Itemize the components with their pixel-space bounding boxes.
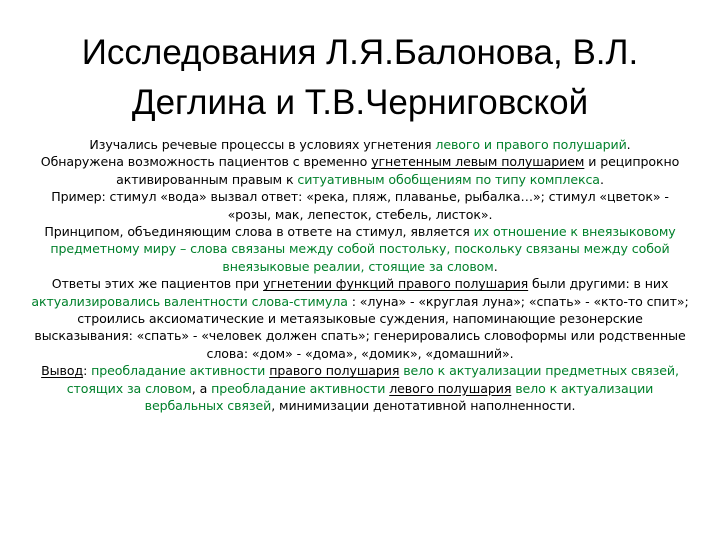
highlight-situational: ситуативным обобщениям по типу комплекса: [297, 171, 600, 187]
text-run: .: [493, 258, 498, 274]
title-line-2: Деглина и Т.В.Черниговской: [131, 83, 589, 122]
text-run: Ответы этих же пациентов при: [51, 276, 264, 292]
text-run: были другими: в них: [528, 276, 669, 292]
paragraph-finding: [28, 153, 692, 188]
paragraph-principle: [28, 223, 692, 275]
slide-body: [28, 136, 692, 415]
highlight-relation: их отношение к внеязыковому предметному миру – слова связаны между собой постольку, поскольку связаны между собой внеязыковые реалии, стоящие за словом: [50, 224, 676, 274]
text-run: Принципом, объединяющим слова в ответе на стимул, является: [44, 224, 474, 240]
highlight-object-links: вело к актуализации предметных связей, стоящих за словом: [66, 363, 679, 396]
text-run: :: [83, 363, 92, 379]
slide-title: [40, 28, 680, 128]
underlined-left-hemisphere-2: левого полушария: [389, 380, 512, 396]
text-run: , а: [191, 380, 212, 396]
underlined-right-suppression: угнетении функций правого полушария: [263, 276, 529, 292]
text-run: и реципрокно активированным правым к: [116, 154, 680, 187]
text-run: : «луна» - «круглая луна»; «спать» - «кто-то спит»; строились аксиоматические и метаязыковые суждения, напоминающие резонерские высказывания: «спать» - «человек должен спать»; генерировались словоформы или родственные слова: «дом» - «дома», «домик», «домашний».: [34, 293, 689, 361]
paragraph-example: Пример: стимул «вода» вызвал ответ: «река, пляж, плаванье, рыбалка…»; стимул «цветок» - «розы, мак, лепесток, стебель, листок».: [51, 189, 669, 222]
highlight-valency: актуализировались валентности слова-стимула: [31, 293, 348, 309]
paragraph-conclusion: [28, 362, 692, 414]
paragraph-right-suppression: [28, 275, 692, 362]
title-line-1: Исследования Л.Я.Балонова, В.Л.: [81, 33, 639, 72]
paragraph-processes: [28, 136, 692, 153]
conclusion-label: Вывод: [41, 363, 84, 379]
text-run: .: [599, 171, 604, 187]
text-run: , минимизации денотативной наполненности.: [271, 398, 576, 414]
text-run: .: [626, 137, 631, 152]
highlight-verbal-links: вело к актуализации вербальных связей: [144, 380, 654, 414]
text-run: Обнаружена возможность пациентов с временно: [40, 154, 372, 170]
text-run: Изучались речевые процессы в условиях угнетения: [89, 137, 436, 152]
highlight-dominance-1: преобладание активности: [91, 363, 270, 379]
highlight-dominance-2: преобладание активности: [211, 380, 390, 396]
underlined-right-hemisphere: правого полушария: [269, 363, 400, 379]
underlined-left-hemisphere: угнетенным левым полушарием: [371, 154, 585, 170]
highlight-hemispheres: левого и правого полушарий: [435, 137, 627, 152]
